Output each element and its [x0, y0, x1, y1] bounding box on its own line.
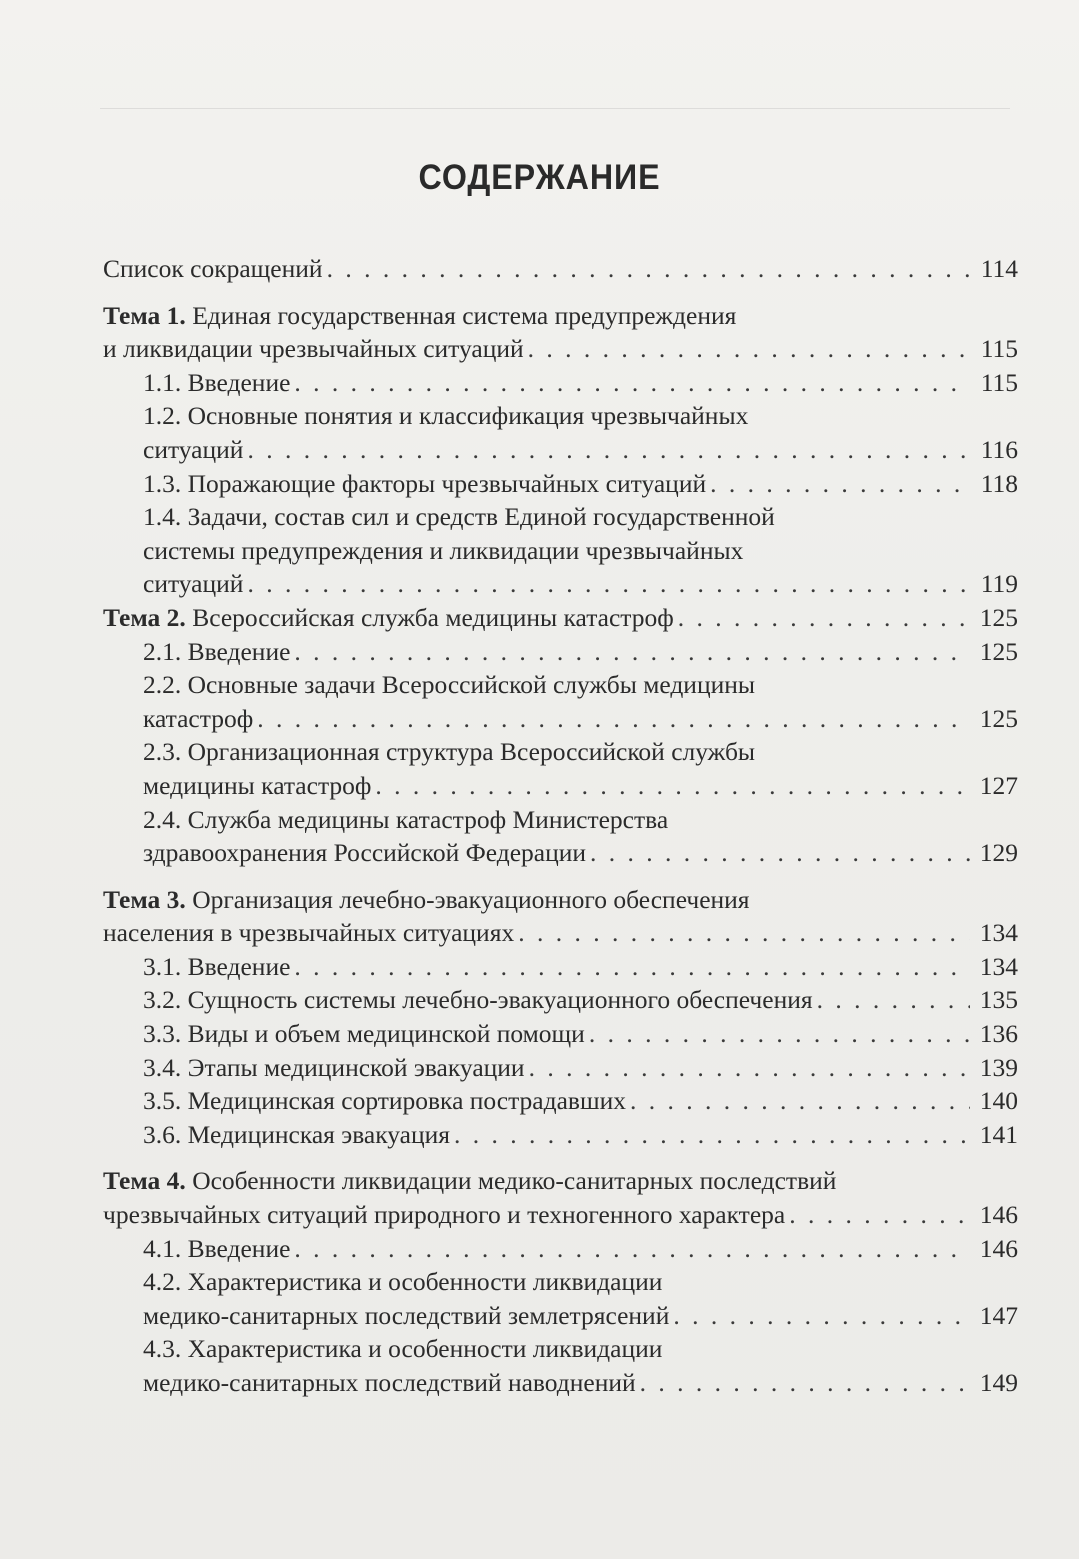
dot-leader — [247, 567, 970, 601]
section-title-cont: здравоохранения Российской Федерации — [143, 838, 587, 868]
toc-section-4-1[interactable] — [103, 1232, 1018, 1266]
section-title: Основные задачи Всероссийской службы медицины — [187, 670, 756, 700]
section-title: Задачи, состав сил и средств Единой государственной — [187, 502, 775, 532]
section-number: 3.3. — [143, 1019, 182, 1049]
dot-leader — [518, 916, 970, 950]
dot-leader — [294, 366, 970, 400]
toc-section-1-4-line-2[interactable] — [103, 534, 1018, 568]
toc-section-4-3-line-1[interactable] — [103, 1332, 1018, 1366]
toc-page-number: 127 — [979, 770, 1018, 800]
toc-topic-2[interactable] — [103, 601, 1018, 635]
section-title: Медицинская эвакуация — [187, 1119, 450, 1149]
dot-leader — [294, 950, 970, 984]
dot-leader — [257, 702, 970, 736]
table-of-contents — [103, 252, 1018, 1400]
toc-page-number: 135 — [979, 985, 1018, 1015]
toc-page-number: 129 — [979, 838, 1018, 868]
toc-entry-abbreviations[interactable] — [103, 252, 1018, 286]
toc-section-2-3-line-1[interactable] — [103, 735, 1018, 769]
toc-topic-3-line-1[interactable] — [103, 883, 1018, 917]
toc-topic-3-line-2[interactable] — [103, 916, 1018, 950]
section-title-cont: медицины катастроф — [143, 770, 372, 800]
section-number: 1.1. — [143, 367, 182, 397]
section-number: 3.1. — [143, 951, 182, 981]
section-number: 1.2. — [143, 401, 182, 431]
section-number: 3.6. — [143, 1119, 182, 1149]
toc-topic-4-line-2[interactable] — [103, 1198, 1018, 1232]
dot-leader — [673, 1299, 970, 1333]
section-number: 1.3. — [143, 468, 182, 498]
dot-leader — [454, 1118, 970, 1152]
section-title: Характеристика и особенности ликвидации — [187, 1267, 663, 1297]
section-title: Основные понятия и классификация чрезвычайных — [187, 401, 749, 431]
section-title: Введение — [187, 367, 291, 397]
section-title: Медицинская сортировка пострадавших — [187, 1086, 626, 1116]
toc-section-1-1[interactable] — [103, 366, 1018, 400]
dot-leader — [529, 1051, 970, 1085]
section-title: Организационная структура Всероссийской службы — [187, 737, 756, 767]
bleed-through-rule — [100, 108, 1010, 109]
toc-page-number: 139 — [979, 1052, 1018, 1082]
toc-section-2-3-line-2[interactable] — [103, 769, 1018, 803]
toc-page-number: 140 — [979, 1086, 1018, 1116]
section-number: 2.1. — [143, 636, 182, 666]
section-number: 2.4. — [143, 804, 182, 834]
toc-section-1-4-line-3[interactable] — [103, 567, 1018, 601]
toc-section-2-2-line-2[interactable] — [103, 702, 1018, 736]
section-title-cont: медико-санитарных последствий наводнений — [143, 1368, 636, 1397]
section-title: Поражающие факторы чрезвычайных ситуаций — [187, 468, 707, 498]
page-title: СОДЕРЖАНИЕ — [418, 158, 661, 197]
dot-leader — [327, 252, 970, 286]
section-title-cont: медико-санитарных последствий землетрясений — [143, 1300, 670, 1330]
dot-leader — [590, 836, 970, 870]
topic-title: Особенности ликвидации медико-санитарных последствий — [192, 1166, 837, 1196]
topic-title: Всероссийская служба медицины катастроф — [192, 602, 674, 632]
toc-section-3-6[interactable] — [103, 1118, 1018, 1152]
toc-section-2-4-line-1[interactable] — [103, 803, 1018, 837]
section-number: 3.2. — [143, 985, 182, 1015]
section-number: 4.1. — [143, 1233, 182, 1263]
toc-section-4-2-line-1[interactable] — [103, 1265, 1018, 1299]
toc-section-2-2-line-1[interactable] — [103, 668, 1018, 702]
toc-page-number: 134 — [979, 918, 1018, 948]
toc-section-3-4[interactable] — [103, 1051, 1018, 1085]
section-title-cont: катастроф — [143, 703, 254, 733]
dot-leader — [789, 1198, 970, 1232]
toc-entry-title: Список сокращений — [103, 254, 323, 283]
dot-leader — [640, 1366, 970, 1400]
section-number: 3.4. — [143, 1052, 182, 1082]
toc-page-number: 118 — [980, 468, 1018, 498]
toc-section-1-4-line-1[interactable] — [103, 500, 1018, 534]
section-title: Этапы медицинской эвакуации — [187, 1052, 525, 1082]
toc-page-number: 119 — [980, 569, 1018, 599]
toc-section-3-5[interactable] — [103, 1084, 1018, 1118]
section-title: Введение — [187, 951, 291, 981]
section-title: Служба медицины катастроф Министерства — [187, 804, 669, 834]
topic-title: Единая государственная система предупреждения — [192, 300, 737, 330]
dot-leader — [375, 769, 970, 803]
toc-section-3-1[interactable] — [103, 950, 1018, 984]
toc-page-number: 136 — [979, 1019, 1018, 1049]
section-title-cont: ситуаций — [143, 434, 244, 464]
toc-section-4-3-line-2[interactable] — [103, 1366, 1018, 1400]
section-title: Введение — [187, 1233, 291, 1263]
toc-page-number: 125 — [979, 703, 1018, 733]
section-title: Введение — [187, 636, 291, 666]
dot-leader — [247, 433, 970, 467]
topic-title-cont: чрезвычайных ситуаций природного и техногенного характера — [103, 1200, 786, 1230]
toc-section-3-2[interactable] — [103, 983, 1018, 1017]
toc-page-number: 146 — [979, 1200, 1018, 1230]
section-number: 3.5. — [143, 1086, 182, 1116]
toc-page-number: 134 — [979, 951, 1018, 981]
section-title-cont: ситуаций — [143, 569, 244, 599]
section-number: 1.4. — [143, 502, 182, 532]
dot-leader — [528, 332, 970, 366]
toc-page-number: 146 — [979, 1233, 1018, 1263]
toc-page-number: 147 — [979, 1300, 1018, 1330]
section-title-cont: системы предупреждения и ликвидации чрезвычайных — [143, 535, 744, 565]
toc-section-1-2-line-2[interactable] — [103, 433, 1018, 467]
dot-leader — [294, 635, 970, 669]
toc-topic-1-line-1[interactable] — [103, 299, 1018, 333]
toc-page-number: 125 — [979, 602, 1018, 632]
section-number: 4.3. — [143, 1334, 182, 1364]
toc-topic-1-line-2[interactable] — [103, 332, 1018, 366]
section-number: 2.2. — [143, 670, 182, 700]
section-title: Сущность системы лечебно-эвакуационного обеспечения — [187, 985, 813, 1015]
toc-page-number: 141 — [979, 1119, 1018, 1149]
topic-label: Тема 3. — [103, 884, 186, 914]
toc-topic-4-line-1[interactable] — [103, 1164, 1018, 1198]
section-number: 2.3. — [143, 737, 182, 767]
dot-leader — [678, 601, 970, 635]
dot-leader — [630, 1084, 970, 1118]
dot-leader — [589, 1017, 970, 1051]
section-title: Характеристика и особенности ликвидации — [187, 1334, 663, 1364]
topic-title: Организация лечебно-эвакуационного обеспечения — [192, 884, 750, 914]
section-title: Виды и объем медицинской помощи — [187, 1019, 585, 1049]
topic-label: Тема 4. — [103, 1166, 186, 1196]
toc-section-2-1[interactable] — [103, 635, 1018, 669]
toc-page-number: 116 — [980, 434, 1018, 464]
dot-leader — [294, 1232, 970, 1266]
topic-label: Тема 2. — [103, 602, 186, 632]
section-number: 4.2. — [143, 1267, 182, 1297]
toc-section-2-4-line-2[interactable] — [103, 836, 1018, 870]
toc-page-number: 115 — [980, 367, 1018, 397]
topic-label: Тема 1. — [103, 300, 186, 330]
toc-page-number: 115 — [980, 334, 1018, 364]
toc-section-1-3[interactable] — [103, 467, 1018, 501]
toc-page-number: 149 — [979, 1368, 1018, 1397]
topic-title-cont: и ликвидации чрезвычайных ситуаций — [103, 334, 524, 364]
topic-title-cont: населения в чрезвычайных ситуациях — [103, 918, 515, 948]
dot-leader — [710, 467, 970, 501]
toc-section-3-3[interactable] — [103, 1017, 1018, 1051]
toc-page-number: 125 — [979, 636, 1018, 666]
toc-section-1-2-line-1[interactable] — [103, 399, 1018, 433]
dot-leader — [817, 983, 970, 1017]
toc-page-number: 114 — [980, 254, 1018, 283]
toc-section-4-2-line-2[interactable] — [103, 1299, 1018, 1333]
